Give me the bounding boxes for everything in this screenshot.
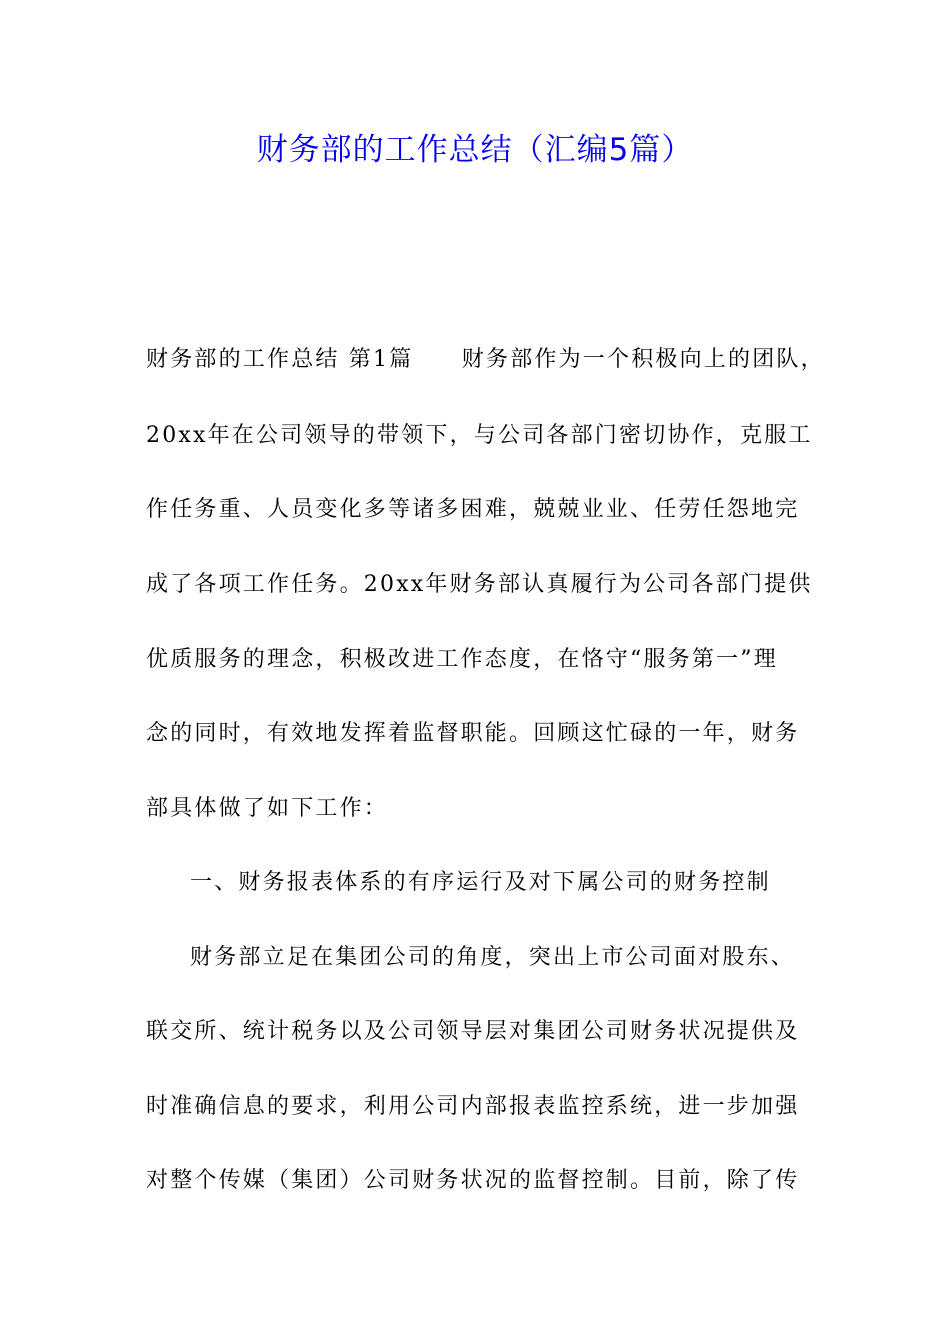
paragraph-line-7: 部具体做了如下工作：	[146, 796, 389, 821]
paragraph-line-3: 作任务重、人员变化多等诸多困难，兢兢业业、任劳任怨地完	[146, 497, 800, 522]
section-heading: 一、财务报表体系的有序运行及对下属公司的财务控制	[190, 870, 771, 895]
paragraph-line-6: 念的同时，有效地发挥着监督职能。回顾这忙碌的一年，财务	[146, 721, 800, 746]
paragraph-line-10: 时准确信息的要求，利用公司内部报表监控系统，进一步加强	[146, 1094, 800, 1119]
paragraph-line-1: 财务部的工作总结 第1篇 财务部作为一个积极向上的团队，	[146, 347, 825, 372]
paragraph-line-4: 成了各项工作任务。20xx年财务部认真履行为公司各部门提供	[146, 572, 813, 597]
paragraph-line-9: 联交所、统计税务以及公司领导层对集团公司财务状况提供及	[146, 1019, 800, 1044]
paragraph-line-2: 20xx年在公司领导的带领下，与公司各部门密切协作，克服工	[146, 423, 813, 448]
document-title: 财务部的工作总结（汇编5篇）	[256, 132, 694, 168]
paragraph-line-11: 对整个传媒（集团）公司财务状况的监督控制。目前，除了传	[146, 1168, 800, 1193]
paragraph-line-5: 优质服务的理念，积极改进工作态度，在恪守“服务第一”理	[146, 647, 778, 672]
paragraph-line-8: 财务部立足在集团公司的角度，突出上市公司面对股东、	[190, 945, 796, 970]
